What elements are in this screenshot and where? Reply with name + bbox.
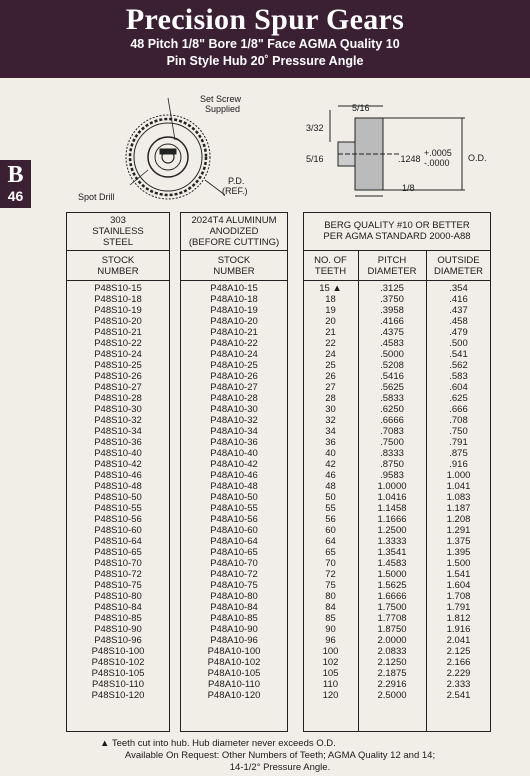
table-cell-ss: P48S10-21: [94, 327, 142, 338]
table-cell-pd: 1.0416: [377, 492, 407, 503]
face-width-dimension: 1/8: [402, 183, 415, 193]
outside-diameter-list: [426, 283, 491, 701]
teeth-list: [303, 283, 358, 701]
table-cell-teeth: 65: [325, 547, 336, 558]
table-cell-teeth: 26: [325, 371, 336, 382]
table-cell-pd: 1.5000: [377, 569, 407, 580]
table-cell-teeth: 28: [325, 393, 336, 404]
table-cell-pd: .4166: [380, 316, 404, 327]
table-cell-pd: 1.1458: [377, 503, 407, 514]
table-cell-ss: P48S10-46: [94, 470, 142, 481]
table-cell-od: 1.395: [446, 547, 471, 558]
table-cell-teeth: 22: [325, 338, 336, 349]
footer-note-2: Available On Request: Other Numbers of Teeth; AGMA Quality 12 and 14;: [124, 750, 436, 761]
table-cell-al: P48A10-105: [207, 668, 261, 679]
table-cell-od: 1.541: [446, 569, 471, 580]
table-cell-al: P48A10-80: [210, 591, 258, 602]
table-cell-pd: .8750: [380, 459, 404, 470]
table-cell-od: 2.125: [446, 646, 471, 657]
table-cell-od: 2.229: [446, 668, 471, 679]
table-cell-pd: 1.6666: [377, 591, 407, 602]
table-cell-ss: P48S10-55: [94, 503, 142, 514]
table-cell-ss: P48S10-30: [94, 404, 142, 415]
table-cell-ss: P48S10-27: [94, 382, 142, 393]
table-cell-od: .625: [449, 393, 468, 404]
table-cell-teeth: 25: [325, 360, 336, 371]
table-cell-al: P48A10-100: [207, 646, 261, 657]
stock-number-header-al: STOCK NUMBER: [213, 255, 255, 277]
table-cell-teeth: 18: [325, 294, 336, 305]
table-cell-od: 1.604: [446, 580, 471, 591]
table-cell-od: .791: [449, 437, 468, 448]
footer-notes: [100, 738, 460, 774]
table-cell-teeth: 84: [325, 602, 336, 613]
pd-label: P.D.: [228, 176, 245, 186]
table-cell-al: P48A10-32: [210, 415, 258, 426]
table-cell-teeth: 72: [325, 569, 336, 580]
table-cell-pd: 1.2500: [377, 525, 407, 536]
table-cell-teeth: 70: [325, 558, 336, 569]
table-cell-od: .666: [449, 404, 468, 415]
table-cell-ss: P48S10-25: [94, 360, 142, 371]
outside-diameter-header: OUTSIDE DIAMETER: [433, 255, 484, 277]
table-cell-al: P48A10-64: [210, 536, 258, 547]
table-cell-pd: .3750: [380, 294, 404, 305]
table-cell-al: P48A10-60: [210, 525, 258, 536]
section-page-number: 46: [7, 188, 24, 204]
table-cell-al: P48A10-24: [210, 349, 258, 360]
pitch-diameter-list: [358, 283, 426, 701]
table-cell-ss: P48S10-96: [94, 635, 142, 646]
set-screw-label: Set Screw: [200, 94, 242, 104]
table-cell-od: 1.187: [446, 503, 471, 514]
table-cell-ss: P48S10-36: [94, 437, 142, 448]
table-cell-od: 1.083: [446, 492, 471, 503]
table-cell-ss: P48S10-120: [91, 690, 145, 701]
table-cell-teeth: 36: [325, 437, 336, 448]
table-cell-teeth: 85: [325, 613, 336, 624]
table-cell-pd: 2.0000: [377, 635, 407, 646]
table-cell-od: .416: [449, 294, 468, 305]
table-cell-ss: P48S10-110: [91, 679, 145, 690]
table-cell-al: P48A10-21: [210, 327, 258, 338]
footer-note-3: 14-1/2° Pressure Angle.: [229, 762, 331, 773]
table-cell-al: P48A10-26: [210, 371, 258, 382]
table-cell-teeth: 24: [325, 349, 336, 360]
table-cell-al: P48A10-75: [210, 580, 258, 591]
table-cell-pd: 1.7500: [377, 602, 407, 613]
table-cell-pd: 2.1250: [377, 657, 407, 668]
table-cell-ss: P48S10-65: [94, 547, 142, 558]
table-cell-od: .604: [449, 382, 468, 393]
table-cell-teeth: 96: [325, 635, 336, 646]
table-cell-ss: P48S10-64: [94, 536, 142, 547]
page-header: [0, 0, 530, 78]
table-cell-ss: P48S10-70: [94, 558, 142, 569]
table-cell-pd: 2.1875: [377, 668, 407, 679]
spot-drill-label: Spot Drill: [78, 192, 115, 202]
table-cell-al: P48A10-27: [210, 382, 258, 393]
table-cell-pd: 1.3541: [377, 547, 407, 558]
table-cell-od: .562: [449, 360, 468, 371]
table-cell-pd: .5625: [380, 382, 404, 393]
table-cell-pd: .3125: [380, 283, 404, 294]
table-cell-pd: .6250: [380, 404, 404, 415]
table-cell-al: P48A10-15: [210, 283, 258, 294]
table-cell-ss: P48S10-40: [94, 448, 142, 459]
hub-diameter-dimension: 5/16: [306, 154, 324, 164]
table-cell-ss: P48S10-19: [94, 305, 142, 316]
table-cell-od: .479: [449, 327, 468, 338]
table-cell-pd: .8333: [380, 448, 404, 459]
table-cell-od: .708: [449, 415, 468, 426]
stainless-steel-header: 303 STAINLESS STEEL: [92, 215, 144, 248]
table-cell-pd: 1.5625: [377, 580, 407, 591]
table-cell-al: P48A10-84: [210, 602, 258, 613]
table-cell-ss: P48S10-34: [94, 426, 142, 437]
table-cell-teeth: 42: [325, 459, 336, 470]
table-cell-pd: .5000: [380, 349, 404, 360]
table-cell-od: .583: [449, 371, 468, 382]
table-cell-teeth: 46: [325, 470, 336, 481]
hub-length-dimension: 3/32: [306, 123, 324, 133]
table-cell-od: 2.166: [446, 657, 471, 668]
face-dimension: 5/16: [352, 103, 370, 113]
table-cell-ss: P48S10-24: [94, 349, 142, 360]
table-cell-pd: 1.3333: [377, 536, 407, 547]
table-cell-od: .916: [449, 459, 468, 470]
table-cell-od: 2.333: [446, 679, 471, 690]
table-cell-pd: 1.0000: [377, 481, 407, 492]
ref-label: (REF.): [222, 186, 248, 196]
table-cell-pd: .4375: [380, 327, 404, 338]
table-cell-od: 1.708: [446, 591, 471, 602]
table-cell-pd: .7083: [380, 426, 404, 437]
aluminum-header: 2024T4 ALUMINUM ANODIZED (BEFORE CUTTING): [188, 215, 280, 248]
table-cell-ss: P48S10-100: [91, 646, 145, 657]
table-cell-al: P48A10-110: [207, 679, 261, 690]
table-cell-od: 1.041: [446, 481, 471, 492]
table-cell-pd: 2.2916: [377, 679, 407, 690]
pitch-diameter-header: PITCH DIAMETER: [367, 255, 417, 277]
table-cell-ss: P48S10-32: [94, 415, 142, 426]
table-cell-teeth: 110: [322, 679, 339, 690]
table-cell-teeth: 21: [325, 327, 336, 338]
bore-dimension: .1248: [398, 154, 421, 164]
table-cell-ss: P48S10-60: [94, 525, 142, 536]
table-cell-teeth: 27: [325, 382, 336, 393]
table-cell-ss: P48S10-80: [94, 591, 142, 602]
ss-stock-list: [66, 283, 170, 701]
table-cell-teeth: 55: [325, 503, 336, 514]
table-cell-od: 1.791: [446, 602, 471, 613]
table-cell-al: P48A10-50: [210, 492, 258, 503]
table-cell-od: .458: [449, 316, 468, 327]
table-cell-al: P48A10-22: [210, 338, 258, 349]
table-cell-ss: P48S10-84: [94, 602, 142, 613]
table-cell-al: P48A10-40: [210, 448, 258, 459]
table-cell-od: 1.000: [446, 470, 471, 481]
table-cell-al: P48A10-46: [210, 470, 258, 481]
table-cell-al: P48A10-102: [207, 657, 261, 668]
table-cell-al: P48A10-30: [210, 404, 258, 415]
table-cell-pd: 1.4583: [377, 558, 407, 569]
table-cell-ss: P48S10-18: [94, 294, 142, 305]
table-cell-teeth: 64: [325, 536, 336, 547]
table-cell-pd: .5833: [380, 393, 404, 404]
table-cell-teeth: 100: [322, 646, 339, 657]
table-cell-pd: 1.7708: [377, 613, 407, 624]
table-cell-al: P48A10-28: [210, 393, 258, 404]
section-letter: B: [7, 162, 24, 188]
table-cell-teeth: 32: [325, 415, 336, 426]
table-cell-al: P48A10-25: [210, 360, 258, 371]
table-cell-teeth: 102: [322, 657, 339, 668]
table-cell-teeth: 20: [325, 316, 336, 327]
table-cell-al: P48A10-34: [210, 426, 258, 437]
table-cell-od: .437: [449, 305, 468, 316]
table-cell-pd: .9583: [380, 470, 404, 481]
table-cell-pd: 2.5000: [377, 690, 407, 701]
bore-tolerance-minus: -.0000: [424, 158, 450, 168]
table-cell-teeth: 40: [325, 448, 336, 459]
table-cell-al: P48A10-96: [210, 635, 258, 646]
table-cell-teeth: 120: [322, 690, 339, 701]
table-cell-pd: .3958: [380, 305, 404, 316]
table-cell-teeth: 30: [325, 404, 336, 415]
table-cell-teeth: 105: [322, 668, 339, 679]
page-title: Precision Spur Gears: [125, 3, 405, 36]
gear-diagram: [0, 80, 530, 210]
table-cell-ss: P48S10-72: [94, 569, 142, 580]
table-cell-teeth: 50: [325, 492, 336, 503]
table-cell-pd: .5416: [380, 371, 404, 382]
table-cell-teeth: 60: [325, 525, 336, 536]
table-cell-al: P48A10-65: [210, 547, 258, 558]
table-cell-ss: P48S10-90: [94, 624, 142, 635]
table-cell-pd: 1.1666: [377, 514, 407, 525]
table-cell-al: P48A10-19: [210, 305, 258, 316]
table-cell-od: 2.041: [446, 635, 471, 646]
table-cell-od: 1.208: [446, 514, 471, 525]
table-cell-od: .750: [449, 426, 468, 437]
table-cell-ss: P48S10-28: [94, 393, 142, 404]
table-cell-ss: P48S10-102: [91, 657, 145, 668]
table-cell-od: .500: [449, 338, 468, 349]
footer-note-1: ▲ Teeth cut into hub. Hub diameter never exceeds O.D.: [100, 738, 336, 749]
table-cell-ss: P48S10-20: [94, 316, 142, 327]
table-cell-od: 2.541: [446, 690, 471, 701]
table-cell-al: P48A10-70: [210, 558, 258, 569]
table-cell-al: P48A10-72: [210, 569, 258, 580]
table-cell-pd: .7500: [380, 437, 404, 448]
table-cell-ss: P48S10-50: [94, 492, 142, 503]
table-cell-pd: 2.0833: [377, 646, 407, 657]
table-cell-teeth: 90: [325, 624, 336, 635]
table-cell-al: P48A10-42: [210, 459, 258, 470]
table-cell-pd: .5208: [380, 360, 404, 371]
table-cell-al: P48A10-90: [210, 624, 258, 635]
table-cell-al: P48A10-55: [210, 503, 258, 514]
table-cell-ss: P48S10-26: [94, 371, 142, 382]
table-cell-ss: P48S10-15: [94, 283, 142, 294]
table-cell-al: P48A10-85: [210, 613, 258, 624]
table-cell-od: 1.500: [446, 558, 471, 569]
table-cell-od: 1.291: [446, 525, 471, 536]
al-stock-list: [180, 283, 288, 701]
table-cell-teeth: 15 ▲: [319, 283, 342, 294]
table-cell-od: .875: [449, 448, 468, 459]
table-cell-od: 1.375: [446, 536, 471, 547]
table-cell-ss: P48S10-56: [94, 514, 142, 525]
table-cell-teeth: 75: [325, 580, 336, 591]
table-cell-al: P48A10-20: [210, 316, 258, 327]
table-cell-teeth: 34: [325, 426, 336, 437]
table-cell-od: .541: [449, 349, 468, 360]
table-cell-od: 1.812: [446, 613, 471, 624]
table-cell-ss: P48S10-105: [91, 668, 145, 679]
table-cell-al: P48A10-36: [210, 437, 258, 448]
table-cell-ss: P48S10-22: [94, 338, 142, 349]
spec-line-1: 48 Pitch 1/8" Bore 1/8" Face AGMA Quality 10: [130, 37, 400, 51]
table-cell-pd: .6666: [380, 415, 404, 426]
table-cell-al: P48A10-120: [207, 690, 261, 701]
table-cell-od: .354: [449, 283, 468, 294]
table-cell-pd: .4583: [380, 338, 404, 349]
table-cell-teeth: 56: [325, 514, 336, 525]
table-cell-ss: P48S10-85: [94, 613, 142, 624]
table-cell-od: 1.916: [446, 624, 471, 635]
bore-tolerance-plus: +.0005: [424, 148, 452, 158]
table-cell-al: P48A10-18: [210, 294, 258, 305]
table-cell-teeth: 19: [325, 305, 336, 316]
table-cell-ss: P48S10-42: [94, 459, 142, 470]
spec-line-2: Pin Style Hub 20˚ Pressure Angle: [166, 54, 364, 68]
supplied-label: Supplied: [205, 104, 241, 114]
table-cell-al: P48A10-48: [210, 481, 258, 492]
od-label: O.D.: [468, 153, 487, 163]
table-cell-al: P48A10-56: [210, 514, 258, 525]
table-cell-teeth: 80: [325, 591, 336, 602]
berg-header: BERG QUALITY #10 OR BETTER PER AGMA STANDARD 2000-A88: [323, 220, 471, 242]
table-cell-pd: 1.8750: [377, 624, 407, 635]
table-cell-ss: P48S10-48: [94, 481, 142, 492]
stock-number-header-ss: STOCK NUMBER: [97, 255, 139, 277]
table-cell-ss: P48S10-75: [94, 580, 142, 591]
teeth-header: NO. OF TEETH: [314, 255, 347, 277]
table-cell-teeth: 48: [325, 481, 336, 492]
